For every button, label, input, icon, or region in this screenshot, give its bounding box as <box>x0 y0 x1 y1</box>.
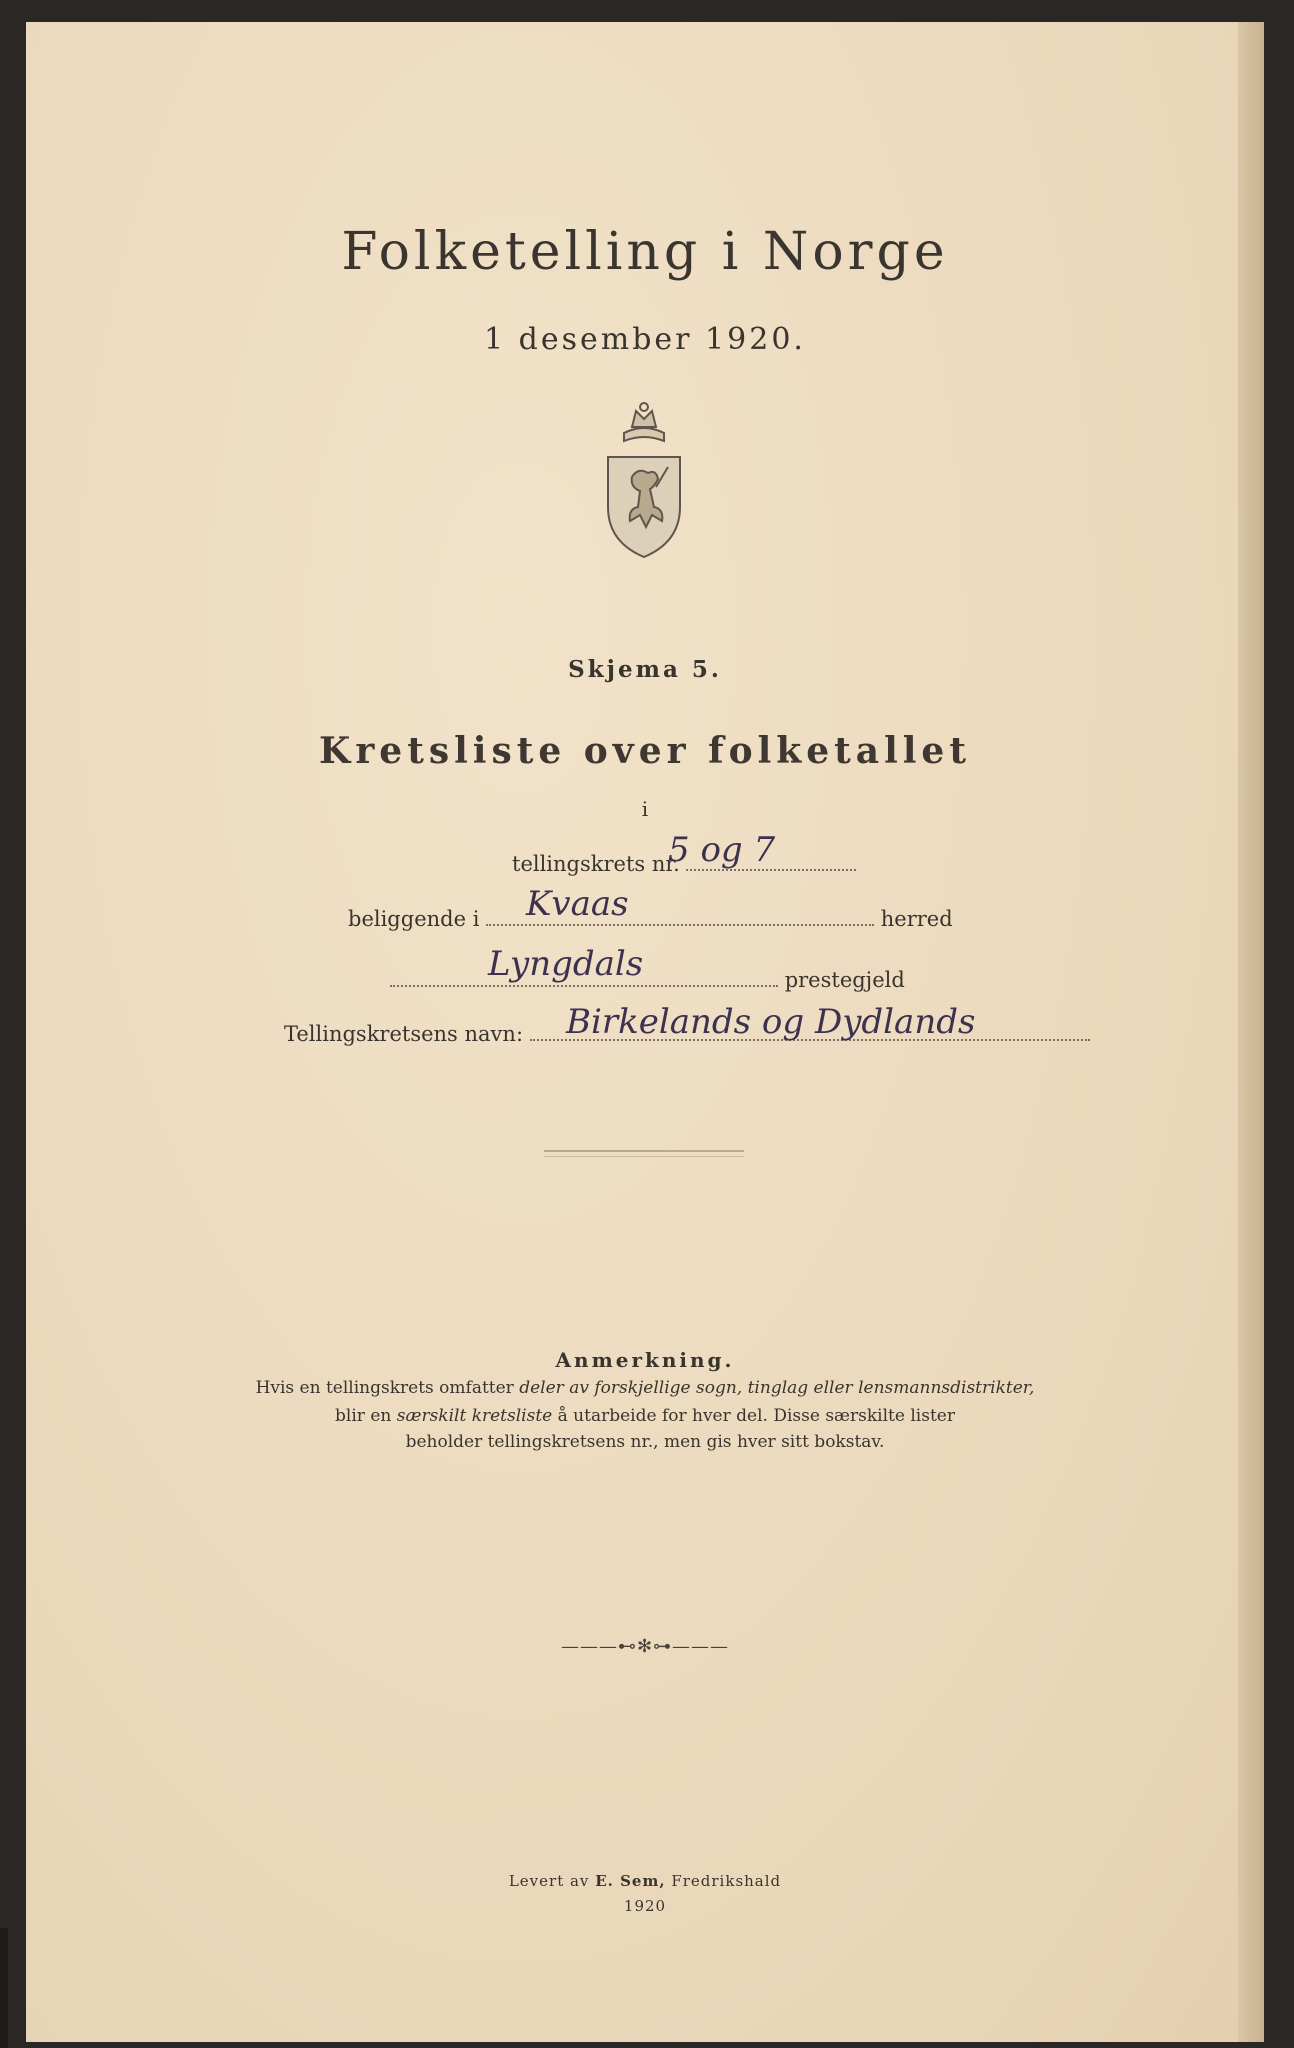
document-date: 1 desember 1920. <box>484 322 806 357</box>
census-form-page <box>26 22 1264 2042</box>
ornament-divider: ———⊷✻⊶——— <box>560 1636 730 1657</box>
note-line-2-text-a: blir en <box>335 1406 392 1426</box>
beliggende-value: Kvaas <box>526 884 629 924</box>
page-edge <box>0 1928 8 2048</box>
note-line-1-italic: deler av forskjellige sogn, tinglag eller lensmannsdistrikter, <box>519 1378 1035 1398</box>
printer-credit-prefix: Levert av <box>508 1872 590 1890</box>
note-line-3: beholder tellingskretsens nr., men gis hver sitt bokstav. <box>405 1432 885 1452</box>
printer-name: E. Sem, <box>595 1872 666 1890</box>
herred-label: herred <box>880 907 953 931</box>
tellingskrets-label: tellingskrets nr. <box>512 852 680 876</box>
tellingskrets-value: 5 og 7 <box>668 830 776 870</box>
printer-credit <box>26 1872 1264 1890</box>
note-heading: Anmerkning. <box>555 1348 735 1372</box>
beliggende-label: beliggende i <box>348 907 480 931</box>
divider-rule <box>544 1150 744 1152</box>
prestegjeld-dotline <box>390 984 778 987</box>
note-line-1 <box>26 1378 1264 1398</box>
schema-label: Skjema 5. <box>568 656 722 683</box>
printer-city: Fredrikshald <box>671 1872 782 1890</box>
printer-year: 1920 <box>623 1897 667 1915</box>
prestegjeld-label: prestegjeld <box>784 968 905 992</box>
divider-rule-thin <box>544 1156 744 1157</box>
connector-word: i <box>641 797 649 821</box>
note-line-1-text: Hvis en tellingskrets omfatter <box>255 1378 514 1398</box>
document-title: Folketelling i Norge <box>341 222 949 282</box>
prestegjeld-row <box>390 968 905 992</box>
prestegjeld-value: Lyngdals <box>488 944 644 984</box>
note-line-2-italic: særskilt kretsliste <box>396 1406 553 1426</box>
note-line-2-text-c: å utarbeide for hver del. Disse særskilte lister <box>557 1406 955 1426</box>
beliggende-row <box>348 907 953 931</box>
navn-label: Tellingskretsens navn: <box>284 1022 524 1046</box>
note-line-2 <box>26 1406 1264 1426</box>
norwegian-coat-of-arms-icon <box>594 397 694 567</box>
form-heading: Kretsliste over folketallet <box>319 730 971 772</box>
navn-value: Birkelands og Dydlands <box>566 1002 976 1042</box>
